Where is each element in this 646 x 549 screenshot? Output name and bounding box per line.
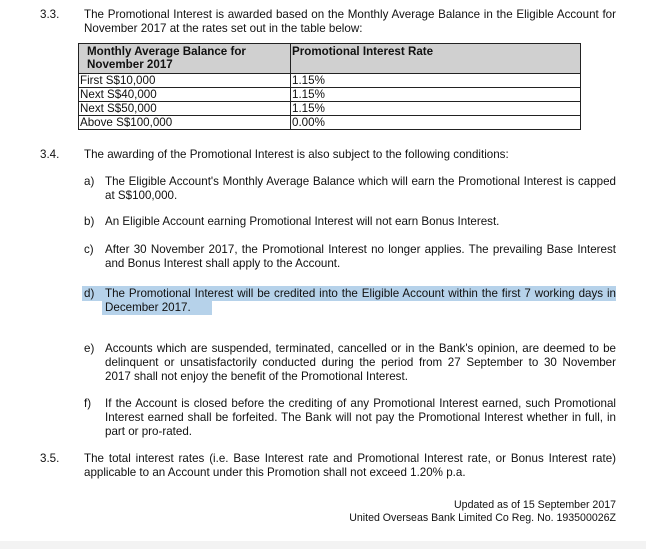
table-header-row bbox=[79, 44, 581, 74]
condition-c-label: c) bbox=[84, 243, 94, 256]
condition-f-text: If the Account is closed before the crediting of any Promotional Interest earned, such Promotional Interest earned shall be forfeited. The Bank will not pay the Promotional Interest whether in full, in part or pro-rated. bbox=[105, 397, 616, 438]
condition-b-text: An Eligible Account earning Promotional Interest will not earn Bonus Interest. bbox=[105, 215, 500, 228]
table-cell-tier: First S$10,000 bbox=[79, 74, 291, 88]
section-3-4-text: The awarding of the Promotional Interest is also subject to the following conditions: bbox=[84, 148, 509, 161]
section-3-3-text: The Promotional Interest is awarded based on the Monthly Average Balance in the Eligible Account for November 2017 at the rates set out in the table below: bbox=[84, 8, 616, 35]
table-row bbox=[79, 102, 581, 116]
page-bottom-edge bbox=[0, 541, 646, 549]
table-cell-rate: 0.00% bbox=[291, 116, 581, 130]
condition-c-text: After 30 November 2017, the Promotional Interest no longer applies. The prevailing Base Interest and Bonus Interest shall apply to the Account. bbox=[105, 243, 616, 270]
section-3-4-number: 3.4. bbox=[40, 148, 60, 161]
table-cell-tier: Above S$100,000 bbox=[79, 116, 291, 130]
section-3-3-number: 3.3. bbox=[40, 8, 60, 21]
table-cell-tier: Next S$40,000 bbox=[79, 88, 291, 102]
condition-f-label: f) bbox=[84, 397, 92, 410]
promotional-rate-table bbox=[78, 43, 581, 130]
condition-b-label: b) bbox=[84, 215, 95, 228]
section-3-5-text: The total interest rates (i.e. Base Interest rate and Promotional Interest rate, or Bonus Interest rate) applicable to an Account under this Promotion shall not exceed 1.20% p.a. bbox=[84, 452, 616, 479]
table-row bbox=[79, 88, 581, 102]
table-row bbox=[79, 74, 581, 88]
table-row bbox=[79, 116, 581, 130]
table-cell-rate: 1.15% bbox=[291, 88, 581, 102]
condition-d-label[interactable]: d) bbox=[84, 287, 95, 300]
table-cell-rate: 1.15% bbox=[291, 102, 581, 116]
table-header-rate: Promotional Interest Rate bbox=[291, 44, 581, 74]
section-3-5-number: 3.5. bbox=[40, 452, 60, 465]
condition-a-text: The Eligible Account's Monthly Average Balance which will earn the Promotional Interest is capped at S$100,000. bbox=[105, 175, 616, 202]
condition-d-text-selected[interactable]: The Promotional Interest will be credited into the Eligible Account within the first 7 working days in December 2017. bbox=[105, 287, 616, 314]
condition-a-label: a) bbox=[84, 175, 95, 188]
condition-e-label: e) bbox=[84, 342, 95, 355]
table-cell-rate: 1.15% bbox=[291, 74, 581, 88]
table-cell-tier: Next S$50,000 bbox=[79, 102, 291, 116]
footer-updated-date: Updated as of 15 September 2017 bbox=[454, 499, 616, 511]
footer-company-registration: United Overseas Bank Limited Co Reg. No. 193500026Z bbox=[349, 512, 616, 524]
table-header-balance: Monthly Average Balance for November 2017 bbox=[79, 44, 291, 74]
condition-e-text: Accounts which are suspended, terminated, cancelled or in the Bank's opinion, are deemed to be delinquent or unsatisfactorily conducted during the period from 27 September to 30 November 2017 shall not enjoy the benefit of the Promotional Interest. bbox=[105, 342, 616, 383]
